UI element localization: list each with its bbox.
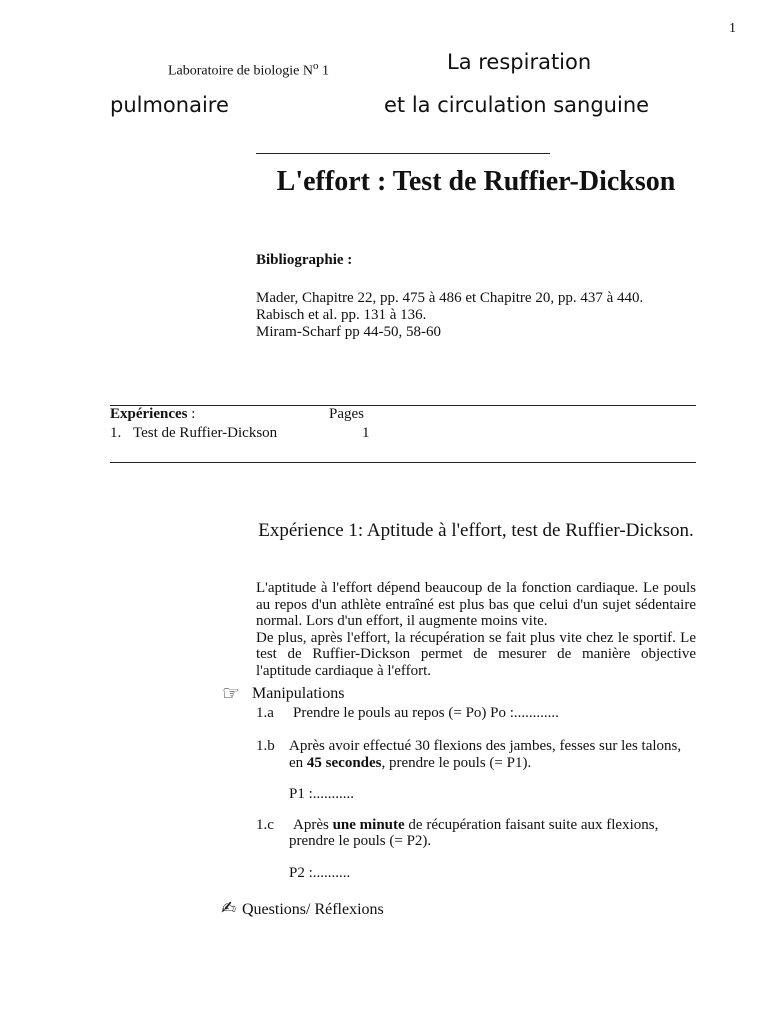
step-1b-post: , prendre le pouls (= P1). <box>381 755 532 771</box>
step-1a-number: 1.a <box>256 705 274 721</box>
p1-field: P1 :........... <box>289 786 355 802</box>
step-1b-text-line1: Après avoir effectué 30 flexions des jambes, fesses sur les talons, <box>289 738 682 754</box>
lab-label-sup: o <box>313 60 319 72</box>
header-title-line2a: pulmonaire <box>110 93 229 117</box>
experience-paragraph <box>256 580 696 679</box>
writing-hand-icon: ✍ <box>221 898 237 919</box>
header-title-line1: La respiration <box>447 50 592 74</box>
toc-item-number: 1. <box>110 425 122 441</box>
step-1b-pre: en <box>289 755 307 771</box>
bibliography-line: Miram-Scharf pp 44-50, 58-60 <box>256 324 441 340</box>
toc-item-label: Test de Ruffier-Dickson <box>133 425 278 441</box>
bibliography-heading: Bibliographie : <box>256 252 353 268</box>
bibliography-list <box>256 290 696 341</box>
toc-top-rule <box>110 405 696 406</box>
questions-heading: Questions/ Réflexions <box>242 901 384 918</box>
step-1c-text-line1 <box>293 817 658 834</box>
toc-heading-suffix: : <box>187 406 196 422</box>
p2-field: P2 :.......... <box>289 865 351 881</box>
experience-para2: De plus, après l'effort, la récupération se fait plus vite chez le sportif. Le test de Ruffier-Dickson permet de mesurer de manière objective l'aptitude cardiaque à l'effort. <box>256 629 696 679</box>
lab-number: 1 <box>318 63 330 79</box>
toc-item-page: 1 <box>362 425 370 441</box>
step-1b-bold: 45 secondes <box>306 755 382 771</box>
toc-pages-label: Pages <box>329 406 364 422</box>
header-title-line2b: et la circulation sanguine <box>384 93 650 117</box>
experience-para1: L'aptitude à l'effort dépend beaucoup de la fonction cardiaque. Le pouls au repos d'un athlète entraîné est plus bas que celui d'un sujet sédentaire normal. Lors d'un effort, il augmente moins vite. <box>256 580 696 629</box>
title-divider <box>256 153 550 154</box>
main-title: L'effort : Test de Ruffier-Dickson <box>276 166 676 197</box>
bibliography-line: Rabisch et al. pp. 131 à 136. <box>256 307 427 323</box>
pointing-hand-icon: ☞ <box>222 681 240 705</box>
toc-bottom-rule <box>110 462 696 463</box>
toc-heading-text: Expériences <box>110 406 188 422</box>
lab-label <box>168 60 329 80</box>
step-1c-post: de récupération faisant suite aux flexions, <box>404 817 659 833</box>
step-1c-text-line2: prendre le pouls (= P2). <box>289 833 432 849</box>
step-1a-text: Prendre le pouls au repos (= Po) Po :............ <box>293 705 559 721</box>
step-1b-text-line2 <box>289 755 531 772</box>
experience-title: Expérience 1: Aptitude à l'effort, test de Ruffier-Dickson. <box>258 520 694 541</box>
page-number: 1 <box>729 21 736 36</box>
step-1c-pre: Après <box>293 817 333 833</box>
step-1c-bold: une minute <box>332 817 405 833</box>
lab-label-text: Laboratoire de biologie N <box>168 63 314 79</box>
toc-heading <box>110 406 195 423</box>
bibliography-line: Mader, Chapitre 22, pp. 475 à 486 et Chapitre 20, pp. 437 à 440. <box>256 290 644 306</box>
manipulations-heading: Manipulations <box>252 685 345 702</box>
step-1c-number: 1.c <box>256 817 274 833</box>
step-1b-number: 1.b <box>256 738 275 754</box>
